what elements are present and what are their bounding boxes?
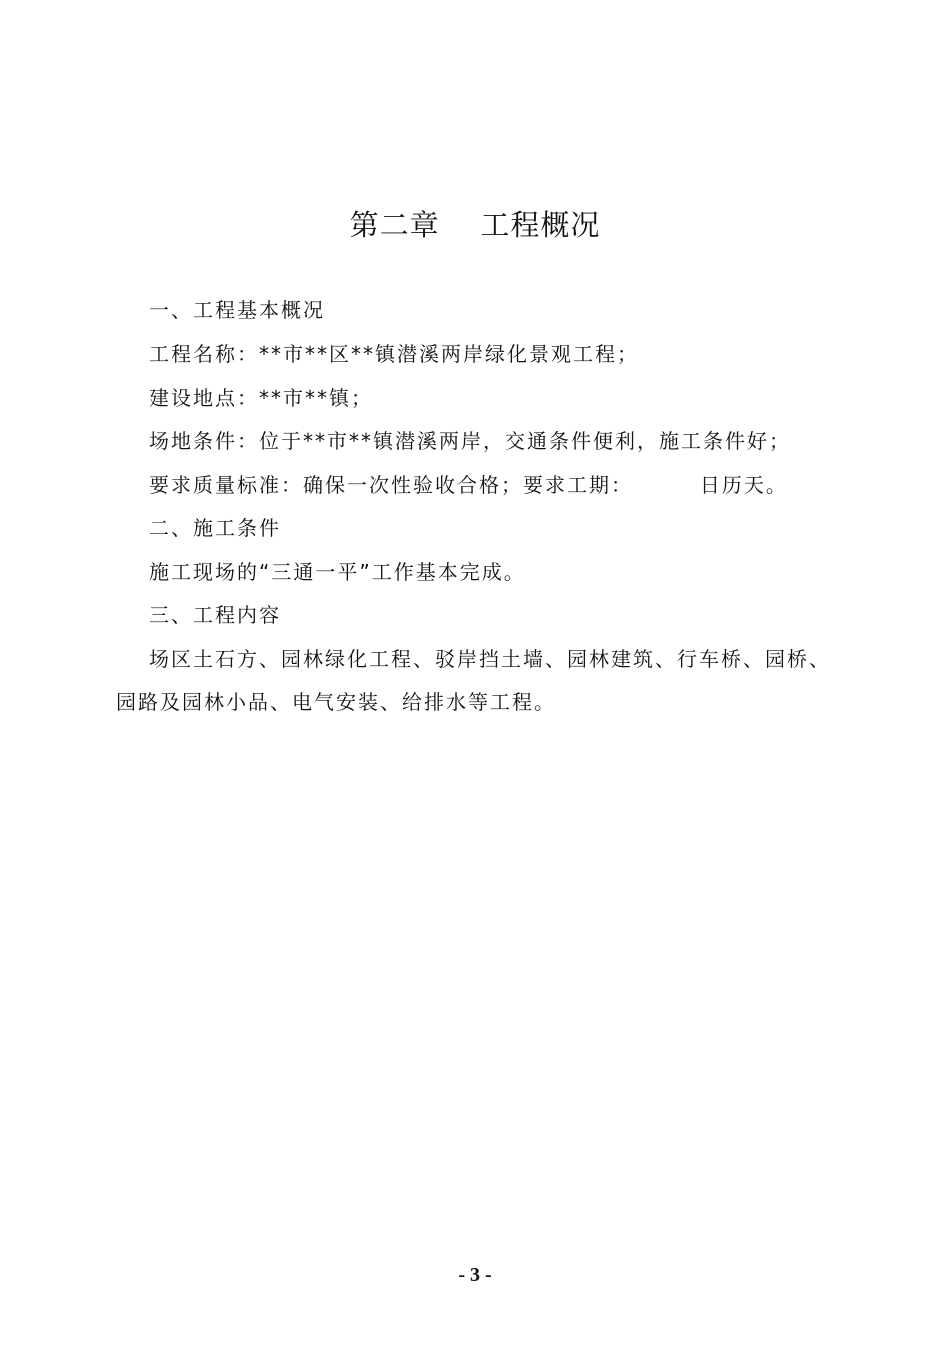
section-heading-construction-conditions: 二、施工条件 (149, 516, 281, 540)
section-heading-project-content: 三、工程内容 (149, 603, 281, 627)
chapter-title: 第二章 工程概况 (349, 208, 601, 242)
construction-conditions-line: 施工现场的“三通一平”工作基本完成。 (149, 560, 526, 584)
page-number: - 3 - (458, 1264, 492, 1286)
quality-requirements-line: 要求质量标准：确保一次性验收合格；要求工期： 日历天。 (149, 473, 788, 497)
project-name-line: 工程名称：**市**区**镇潜溪两岸绿化景观工程； (149, 342, 639, 366)
site-conditions-line: 场地条件：位于**市**镇潜溪两岸，交通条件便利，施工条件好； (149, 429, 791, 453)
project-content-line-1: 场区土石方、园林绿化工程、驳岸挡土墙、园林建筑、行车桥、园桥、 (149, 647, 831, 671)
section-heading-basic-overview: 一、工程基本概况 (149, 298, 325, 322)
project-content-line-2: 园路及园林小品、电气安装、给排水等工程。 (116, 690, 556, 714)
construction-location-line: 建设地点：**市**镇； (149, 386, 373, 410)
